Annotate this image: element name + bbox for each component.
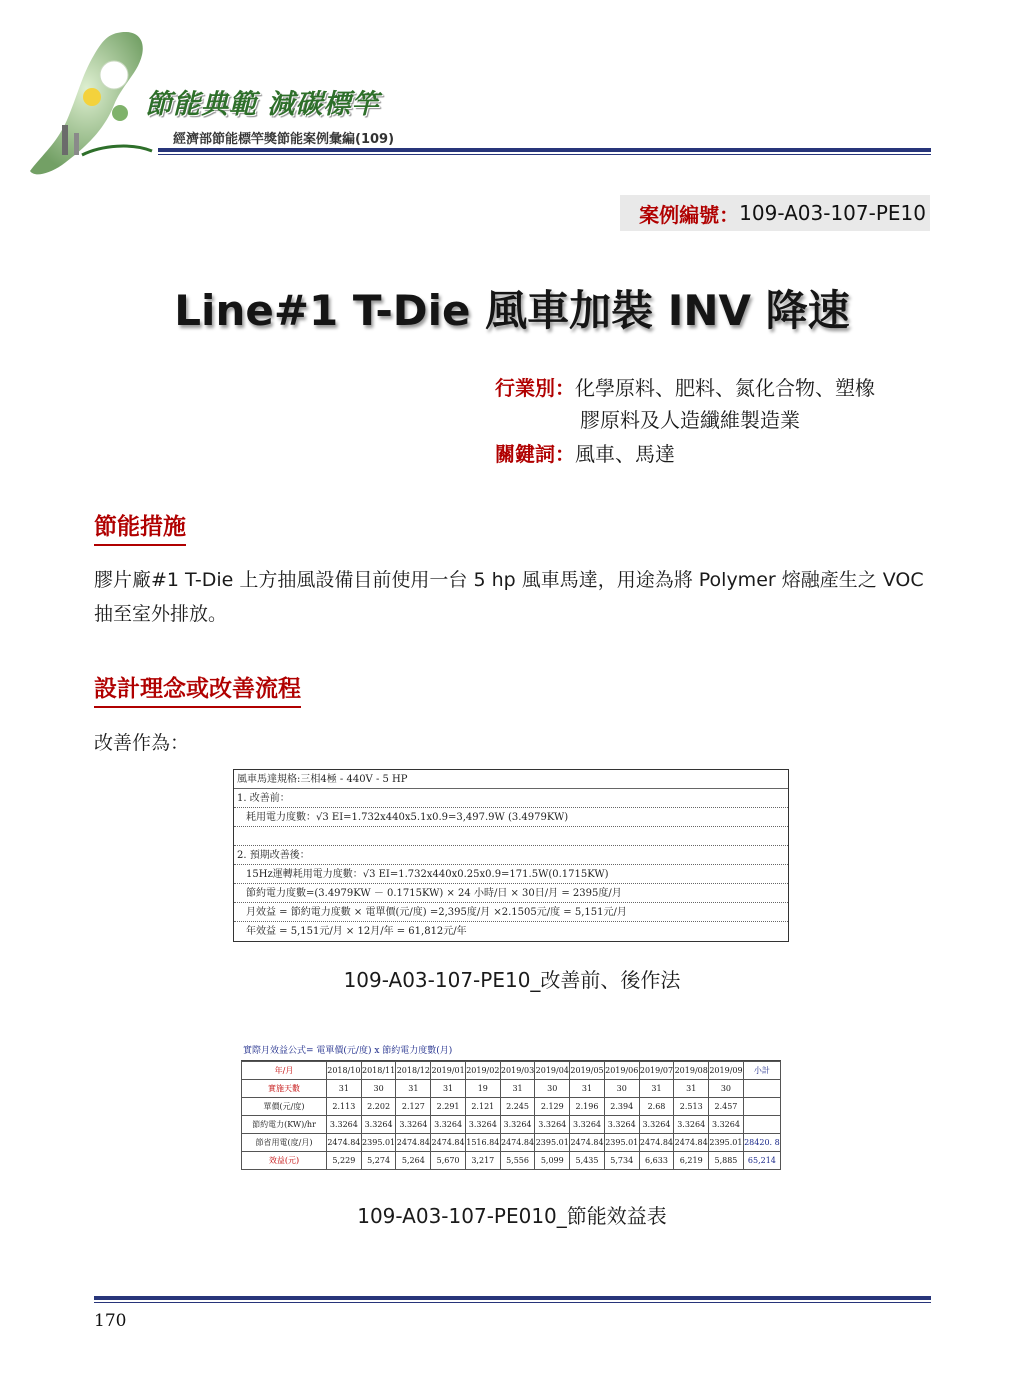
table-cell: 31 — [639, 1080, 674, 1098]
table-header-cell: 2018/11 — [361, 1062, 396, 1080]
table-cell: 2474.84 — [639, 1134, 674, 1152]
benefit-table-wrap — [241, 1043, 781, 1170]
table-row — [242, 1080, 781, 1098]
footer-divider-thin — [94, 1302, 931, 1303]
table-header-cell: 2019/03 — [500, 1062, 535, 1080]
table-header-cell: 年/月 — [242, 1062, 327, 1080]
banner-subtitle: 經濟部節能標竿獎節能案例彙編(109) — [173, 132, 395, 147]
table-row — [242, 1152, 781, 1170]
measures-heading: 節能措施 — [94, 508, 186, 546]
header-divider-thin — [158, 154, 931, 155]
calc-row: 耗用電力度數：√3 EI=1.732x440x5.1x0.9=3,497.9W (3.4979KW) — [234, 808, 788, 827]
industry-label: 行業別： — [495, 376, 575, 400]
table-cell: 31 — [570, 1080, 605, 1098]
table-cell: 28420. 8 — [743, 1134, 780, 1152]
table-cell: 31 — [431, 1080, 466, 1098]
table-cell: 2.127 — [396, 1098, 431, 1116]
table-cell: 2474.84 — [570, 1134, 605, 1152]
table-cell: 2474.84 — [327, 1134, 362, 1152]
table-cell: 65,214 — [743, 1152, 780, 1170]
table-cell: 30 — [604, 1080, 639, 1098]
table-header-cell: 2019/05 — [570, 1062, 605, 1080]
table-cell: 31 — [674, 1080, 709, 1098]
table-cell: 2474.84 — [674, 1134, 709, 1152]
table-header-cell: 小計 — [743, 1062, 780, 1080]
table-cell: 5,264 — [396, 1152, 431, 1170]
table-cell: 2.113 — [327, 1098, 362, 1116]
table-cell: 2.245 — [500, 1098, 535, 1116]
table-header-cell: 2019/09 — [709, 1062, 744, 1080]
improve-label: 改善作為： — [94, 732, 190, 754]
table-cell: 30 — [361, 1080, 396, 1098]
footer-divider — [94, 1296, 931, 1300]
table-cell: 31 — [327, 1080, 362, 1098]
table-cell: 3.3264 — [639, 1116, 674, 1134]
caption-benefit-table: 109-A03-107-PE010_節能效益表 — [357, 1204, 667, 1228]
table-cell: 2.394 — [604, 1098, 639, 1116]
calc-row: 1. 改善前： — [234, 789, 788, 808]
table-cell: 2474.84 — [431, 1134, 466, 1152]
benefit-table — [241, 1061, 781, 1170]
calc-row: 2. 預期改善後： — [234, 846, 788, 865]
banner-title: 節能典範 減碳標竿 — [145, 89, 380, 120]
caption-before-after: 109-A03-107-PE10_改善前、後作法 — [343, 968, 681, 992]
table-cell: 5,274 — [361, 1152, 396, 1170]
table-cell: 2.291 — [431, 1098, 466, 1116]
table-header-cell: 2019/08 — [674, 1062, 709, 1080]
table-cell: 31 — [396, 1080, 431, 1098]
table-cell: 2395.01 — [361, 1134, 396, 1152]
keywords-value: 風車、馬達 — [575, 442, 675, 466]
industry-value-line2: 膠原料及人造纖維製造業 — [580, 408, 800, 432]
table-header-cell: 2019/06 — [604, 1062, 639, 1080]
table-cell: 2474.84 — [396, 1134, 431, 1152]
table-row-header: 節約電力(KW)/hr — [242, 1116, 327, 1134]
table-cell: 3.3264 — [674, 1116, 709, 1134]
table-row-header: 實施天數 — [242, 1080, 327, 1098]
table-cell: 3,217 — [465, 1152, 500, 1170]
table-cell: 5,229 — [327, 1152, 362, 1170]
industry-row — [495, 372, 875, 404]
table-header-cell: 2019/01 — [431, 1062, 466, 1080]
table-header-cell: 2019/04 — [535, 1062, 570, 1080]
keywords-row — [495, 438, 675, 470]
table-cell: 2.457 — [709, 1098, 744, 1116]
table-header-cell: 2019/07 — [639, 1062, 674, 1080]
table-row-header: 節省用電(度/月) — [242, 1134, 327, 1152]
table-cell: 2395.01 — [535, 1134, 570, 1152]
table-cell: 3.3264 — [500, 1116, 535, 1134]
calc-row: 15Hz運轉耗用電力度數：√3 EI=1.732x440x0.25x0.9=171.5W(0.1715KW) — [234, 865, 788, 884]
table-cell: 2.513 — [674, 1098, 709, 1116]
calculation-table — [233, 769, 789, 942]
table-header-cell: 2019/02 — [465, 1062, 500, 1080]
table-cell: 5,734 — [604, 1152, 639, 1170]
calc-row: 節約電力度數=(3.4979KW － 0.1715KW) × 24 小時/日 × 30日/月 = 2395度/月 — [234, 884, 788, 903]
table-row — [242, 1098, 781, 1116]
table-row-header: 效益(元) — [242, 1152, 327, 1170]
page-title: Line#1 T-Die 風車加裝 INV 降速 — [174, 286, 850, 335]
table-cell: 31 — [500, 1080, 535, 1098]
table-cell: 2.68 — [639, 1098, 674, 1116]
industry-value-line1: 化學原料、肥料、氮化合物、塑橡 — [575, 376, 875, 400]
table-header-cell: 2018/10 — [327, 1062, 362, 1080]
table-cell: 3.3264 — [604, 1116, 639, 1134]
calc-row — [234, 827, 788, 846]
table-cell: 1516.84 — [465, 1134, 500, 1152]
table-cell: 3.3264 — [396, 1116, 431, 1134]
table-cell — [743, 1098, 780, 1116]
table-cell: 3.3264 — [570, 1116, 605, 1134]
table-row — [242, 1116, 781, 1134]
table-row-header: 單價(元/度) — [242, 1098, 327, 1116]
table-cell: 3.3264 — [465, 1116, 500, 1134]
table-cell: 2.196 — [570, 1098, 605, 1116]
table-cell: 5,556 — [500, 1152, 535, 1170]
table-cell: 2395.01 — [709, 1134, 744, 1152]
table-cell: 2395.01 — [604, 1134, 639, 1152]
header-divider — [158, 148, 931, 152]
table-cell — [743, 1080, 780, 1098]
case-number-value: 109-A03-107-PE10 — [739, 201, 926, 225]
table-cell: 3.3264 — [535, 1116, 570, 1134]
case-number-label: 案例編號： — [639, 202, 740, 227]
table-cell — [743, 1116, 780, 1134]
table-cell: 6,633 — [639, 1152, 674, 1170]
measures-text: 膠片廠#1 T-Die 上方抽風設備目前使用一台 5 hp 風車馬達，用途為將 Polymer 熔融產生之 VOC 抽至室外排放。 — [94, 569, 924, 625]
table-cell: 2.202 — [361, 1098, 396, 1116]
table-cell: 30 — [709, 1080, 744, 1098]
table-cell: 3.3264 — [709, 1116, 744, 1134]
page-number: 170 — [94, 1311, 127, 1331]
table-cell: 2.129 — [535, 1098, 570, 1116]
calc-row: 月效益 = 節約電力度數 × 電單價(元/度) =2,395度/月 ×2.1505元/度 = 5,151元/月 — [234, 903, 788, 922]
table-cell: 2.121 — [465, 1098, 500, 1116]
table-cell: 2474.84 — [500, 1134, 535, 1152]
keywords-label: 關鍵詞： — [495, 442, 575, 466]
table-cell: 3.3264 — [361, 1116, 396, 1134]
table-cell: 3.3264 — [431, 1116, 466, 1134]
table-cell: 5,670 — [431, 1152, 466, 1170]
benefit-formula: 實際月效益公式= 電單價(元/度) x 節約電力度數(月) — [241, 1043, 781, 1061]
table-cell: 5,435 — [570, 1152, 605, 1170]
table-cell: 19 — [465, 1080, 500, 1098]
table-header-row — [242, 1062, 781, 1080]
calc-row: 風車馬達規格:三相4極 - 440V - 5 HP — [234, 770, 788, 789]
table-cell: 5,885 — [709, 1152, 744, 1170]
table-cell: 30 — [535, 1080, 570, 1098]
calc-row: 年效益 = 5,151元/月 × 12月/年 = 61,812元/年 — [246, 926, 467, 937]
table-header-cell: 2018/12 — [396, 1062, 431, 1080]
case-number-box — [620, 195, 930, 231]
table-cell: 3.3264 — [327, 1116, 362, 1134]
table-cell: 5,099 — [535, 1152, 570, 1170]
table-cell: 6,219 — [674, 1152, 709, 1170]
table-row — [242, 1134, 781, 1152]
design-heading: 設計理念或改善流程 — [94, 670, 301, 708]
